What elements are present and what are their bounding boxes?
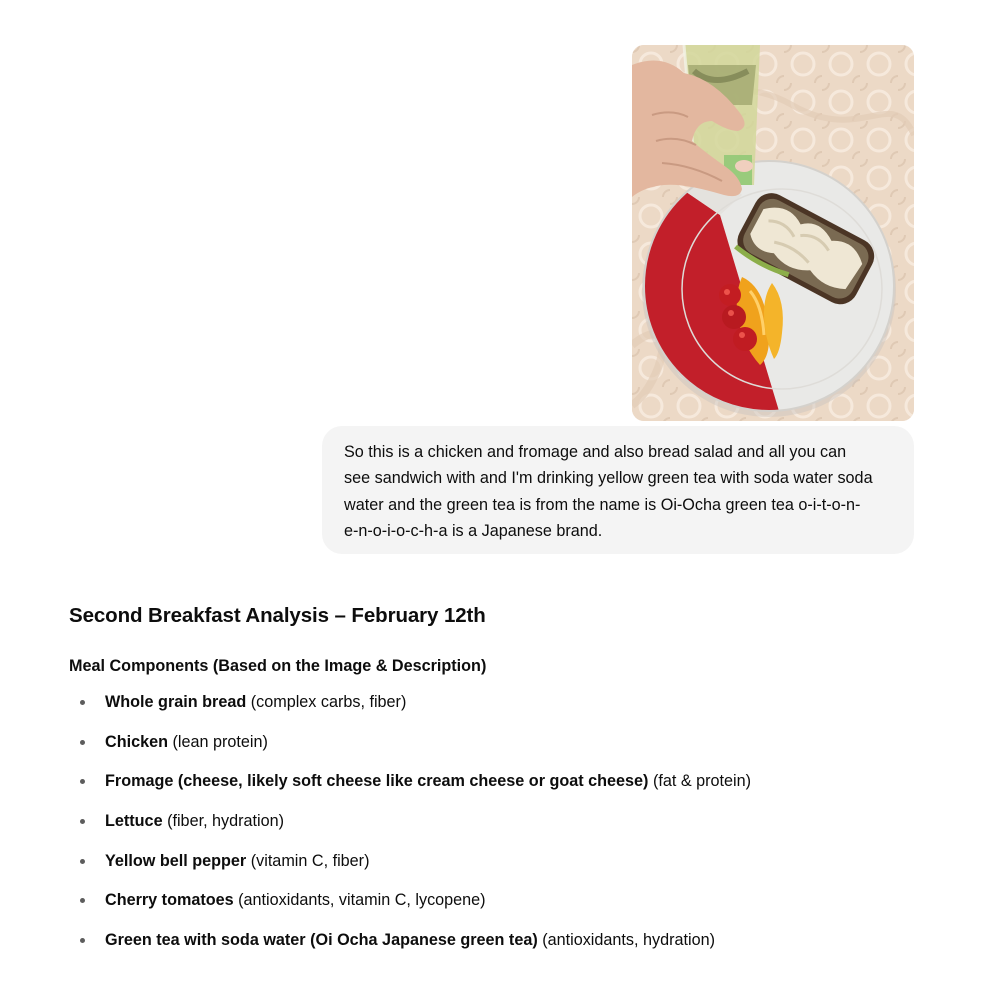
user-message-text: So this is a chicken and fromage and also bread salad and all you can see sandwich with and I'm drinking yellow green tea with soda water soda water and the green tea is from the name is Oi-Ocha green tea o-i-t-o-n-e-n-o-i-o-c-h-a is a Japanese brand. xyxy=(344,443,873,540)
item-name: Cherry tomatoes xyxy=(105,891,234,910)
assistant-response xyxy=(69,600,929,967)
item-name: Whole grain bread xyxy=(105,693,247,711)
list-item xyxy=(69,887,929,913)
list-item xyxy=(69,808,929,834)
bullet-icon xyxy=(80,740,85,745)
user-message-bubble xyxy=(322,426,914,554)
item-detail: (lean protein) xyxy=(172,732,268,751)
item-detail: (fiber, hydration) xyxy=(167,812,285,831)
response-subheading: Meal Components (Based on the Image & Description) xyxy=(69,657,487,675)
item-name: Lettuce xyxy=(105,812,163,831)
item-name: Chicken xyxy=(105,732,168,751)
item-detail: (fat & protein) xyxy=(652,772,752,791)
list-item xyxy=(69,689,929,715)
bullet-icon xyxy=(80,859,85,864)
item-name: Green tea with soda water (Oi Ocha Japanese green tea) xyxy=(105,931,538,950)
list-item xyxy=(69,927,929,953)
uploaded-photo[interactable] xyxy=(632,45,914,421)
list-item xyxy=(69,729,929,755)
bullet-icon xyxy=(80,700,85,705)
list-item xyxy=(69,768,929,794)
item-detail: (vitamin C, fiber) xyxy=(250,851,370,870)
response-heading: Second Breakfast Analysis – February 12th xyxy=(69,604,486,627)
list-item xyxy=(69,848,929,874)
item-detail: (antioxidants, hydration) xyxy=(542,931,715,950)
item-name: Fromage (cheese, likely soft cheese like cream cheese or goat cheese) xyxy=(105,772,649,791)
item-detail: (antioxidants, vitamin C, lycopene) xyxy=(238,891,486,910)
meal-components-list xyxy=(69,689,929,953)
bullet-icon xyxy=(80,779,85,784)
bullet-icon xyxy=(80,938,85,943)
meal-photo-illustration xyxy=(632,45,914,421)
item-name: Yellow bell pepper xyxy=(105,851,247,870)
item-detail: (complex carbs, fiber) xyxy=(250,693,407,711)
bullet-icon xyxy=(80,819,85,824)
bullet-icon xyxy=(80,898,85,903)
